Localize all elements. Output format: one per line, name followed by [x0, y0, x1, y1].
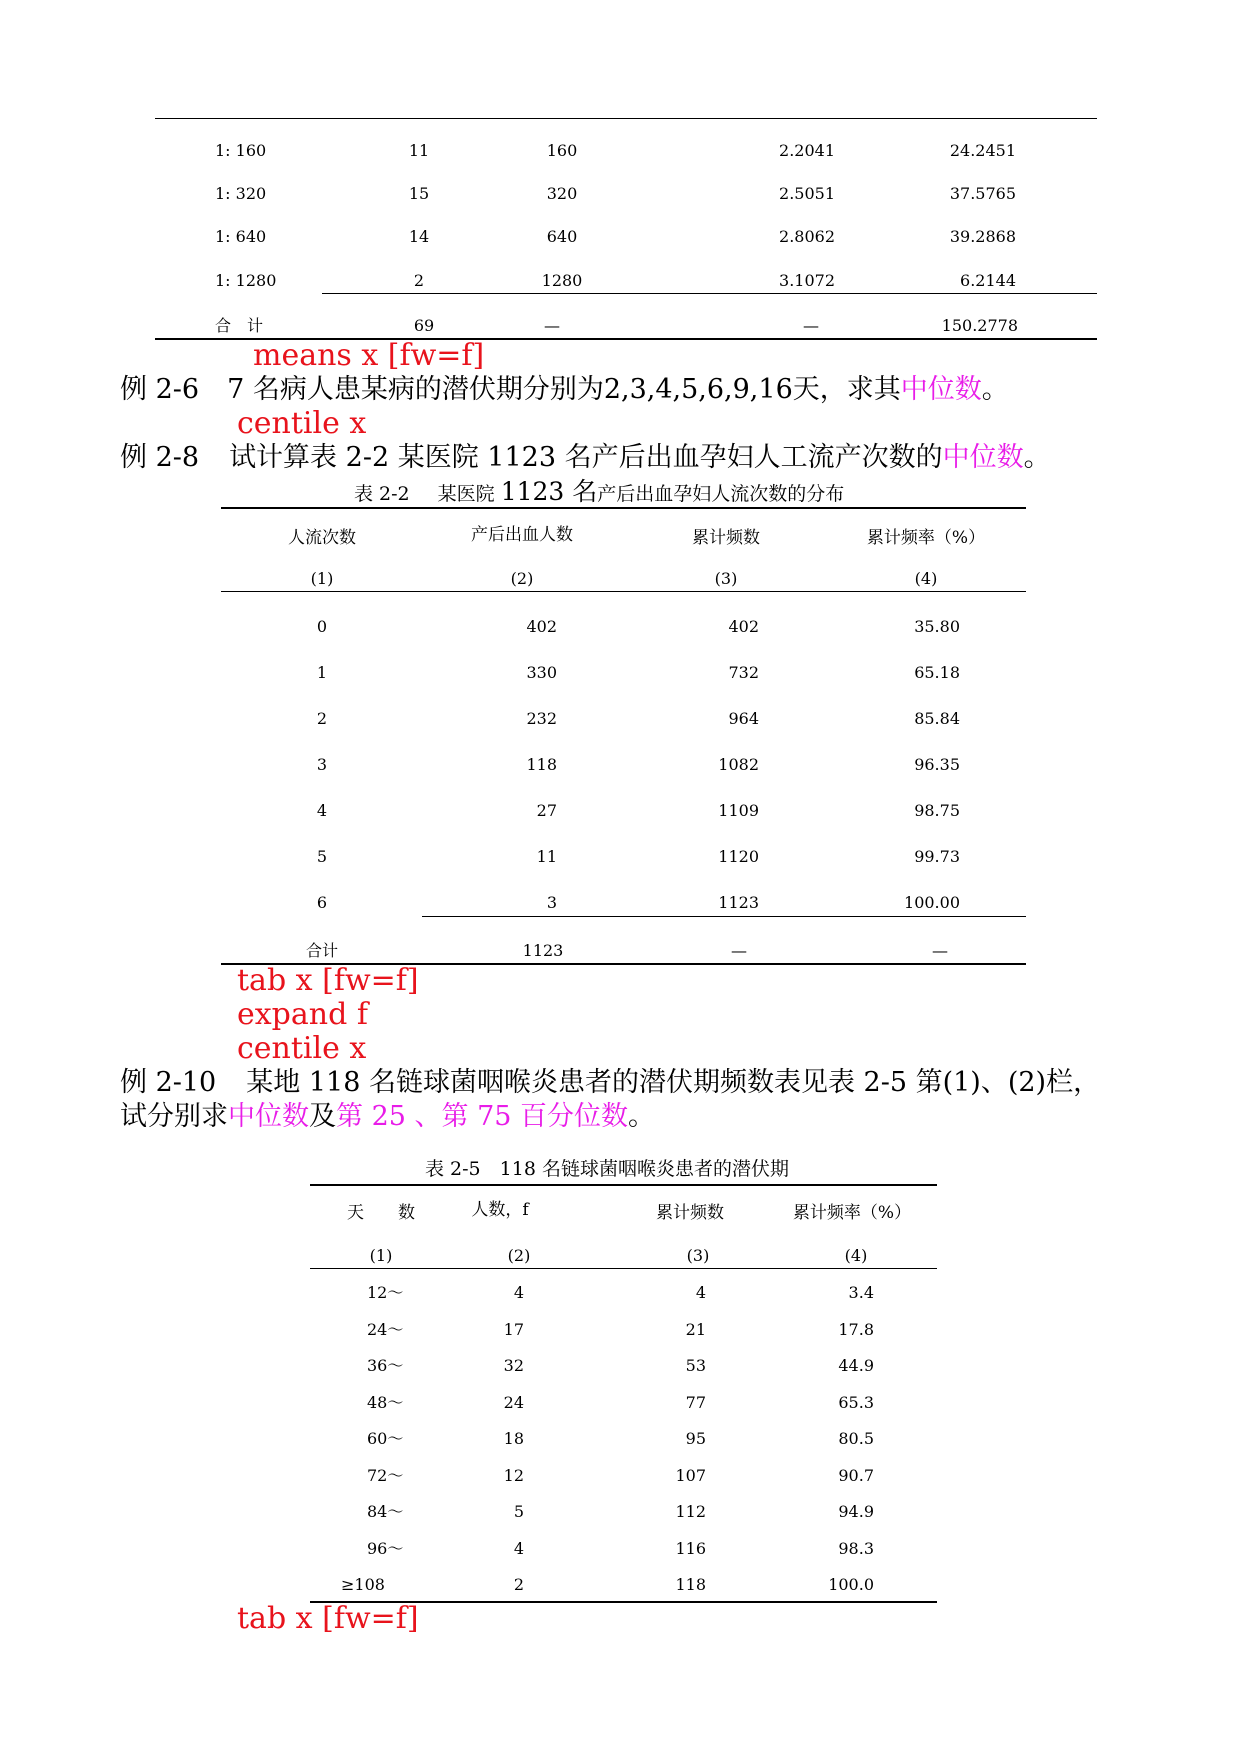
table-2-2-cell: 964 [728, 709, 759, 728]
table-top-value: 160 [546, 141, 578, 160]
table-2-2-cell: 1082 [718, 755, 759, 774]
table-2-5-header-rule [310, 1268, 937, 1269]
table-2-2-cell: 35.80 [914, 617, 960, 636]
example-label: 例 2-8 [120, 442, 200, 473]
table-2-5-cell: 32 [503, 1356, 524, 1375]
table-2-2-cell: 100.00 [904, 893, 960, 912]
table-2-2-cell: 65.18 [914, 663, 960, 682]
table-top-product: 24.2451 [949, 141, 1016, 160]
table-2-2-cell: 402 [728, 617, 759, 636]
table-2-5-cell: 53 [685, 1356, 706, 1375]
table-2-5-cell: 112 [675, 1502, 706, 1521]
table-2-2-cell: 118 [526, 755, 557, 774]
stata-command-expand: expand f [237, 997, 368, 1032]
table-top-freq: 14 [408, 227, 430, 246]
table-2-2-column-number: (1) [310, 569, 334, 588]
table-2-5-cell: 5 [513, 1502, 524, 1521]
table-2-2-cell: 5 [316, 847, 328, 866]
table-2-2-top-rule [221, 507, 1026, 509]
table-2-5-cell: 77 [685, 1392, 706, 1412]
table-2-5-cell: 18 [503, 1429, 524, 1448]
table-2-2-cell: 85.84 [914, 709, 960, 728]
table-2-5-cell: 84～ [367, 1502, 404, 1521]
table-2-5-cell: 17 [503, 1319, 524, 1339]
example-label: 例 2-10 [120, 1067, 217, 1098]
table-2-2-column-number: (4) [914, 569, 938, 588]
table-top-product: 39.2868 [949, 227, 1016, 246]
table-2-5-cell: 80.5 [838, 1429, 874, 1448]
table-2-5-cell: 24～ [367, 1319, 404, 1339]
table-2-5-cell: 2 [513, 1575, 524, 1594]
table-2-5-cell: 116 [675, 1538, 706, 1558]
table-top-total-freq: 69 [413, 316, 435, 335]
table-2-5-column-header: 累计频率（%） [792, 1203, 912, 1223]
example-text: 7 名病人患某病的潜伏期分别为2,3,4,5,6,9,16天，求其 [227, 374, 901, 405]
example-2-8: 例 2-8 试计算表 2-2 某医院 1123 名产后出血孕妇人工流产次数的中位数。 [120, 442, 1051, 473]
table-2-5-cell: 65.3 [838, 1392, 874, 1412]
keyword-median: 中位数 [900, 374, 982, 405]
table-2-5-cell: 17.8 [838, 1319, 874, 1339]
table-2-2-total-value: — [932, 941, 948, 960]
table-2-2-column-header: 累计频数 [692, 528, 760, 548]
table-2-2-cell: 1123 [718, 893, 759, 912]
table-2-2-cell: 3 [546, 893, 557, 912]
example-text: 某地 118 名链球菌咽喉炎患者的潜伏期频数表见表 2-5 第(1)、(2)栏， [246, 1067, 1101, 1098]
table-2-2-cell: 4 [316, 801, 328, 820]
table-top-log: 2.2041 [779, 141, 835, 160]
example-text: 试计算表 2-2 某医院 1123 名产后出血孕妇人工流产次数的 [229, 442, 943, 473]
table-2-5-cell: 12 [503, 1465, 524, 1485]
table-top-freq: 2 [413, 271, 425, 290]
table-2-2-cell: 1120 [718, 847, 759, 866]
table-top-subtotal-rule [322, 293, 1097, 294]
example-2-10-line2: 试分别求中位数及第 25 、第 75 百分位数。 [120, 1101, 656, 1132]
table-2-5-cell: 4 [513, 1538, 524, 1558]
table-2-5-column-number: (4) [844, 1246, 868, 1265]
table-top-rule [155, 118, 1097, 119]
table-2-2-cell: 99.73 [914, 847, 960, 866]
table-top-product: 37.5765 [949, 184, 1016, 203]
table-top-dilution: 1: 1280 [215, 271, 277, 290]
table-2-2-total-value: 1123 [522, 941, 564, 960]
table-2-2-cell: 732 [728, 663, 759, 682]
table-2-5-cell: 36～ [367, 1356, 404, 1375]
table-2-2-column-header: 人流次数 [288, 528, 356, 548]
table-2-2-subtotal-rule [422, 916, 1026, 917]
table-top-freq: 15 [408, 184, 430, 203]
table-top-dilution: 1: 160 [215, 141, 267, 160]
table-2-5-cell: 60～ [367, 1429, 404, 1448]
table-2-2-cell: 3 [316, 755, 328, 774]
stata-command-tab: tab x [fw=f] [237, 963, 419, 998]
stata-command-tab-2: tab x [fw=f] [237, 1601, 419, 1636]
table-2-5-column-number: (2) [507, 1246, 531, 1265]
table-2-5-cell: 95 [685, 1429, 706, 1448]
table-2-5-cell: 98.3 [838, 1538, 874, 1558]
table-2-5-cell: 72～ [367, 1465, 404, 1485]
table-2-5-cell: 44.9 [838, 1356, 874, 1375]
table-2-2-cell: 27 [536, 801, 557, 820]
table-top-total-label: 合 计 [215, 316, 264, 335]
table-2-2-cell: 1109 [718, 801, 759, 820]
table-2-2-header-rule [221, 591, 1026, 592]
stata-command-means: means x [fw=f] [253, 338, 485, 373]
example-2-6: 例 2-6 7 名病人患某病的潜伏期分别为2,3,4,5,6,9,16天，求其中位数。 [120, 374, 1009, 405]
table-2-5-cell: 118 [675, 1575, 706, 1594]
stata-command-centile-2: centile x [237, 1031, 367, 1066]
table-2-2-caption: 表 2-2 某医院 1123 名产后出血孕妇人流次数的分布 [354, 477, 845, 506]
table-top-log: 2.5051 [779, 184, 835, 203]
table-top-dilution: 1: 640 [215, 227, 267, 246]
table-top-total-c3: — [544, 316, 560, 335]
table-2-2-cell: 1 [316, 663, 328, 682]
table-2-5-cell: 21 [685, 1319, 706, 1339]
table-2-2-column-header: 累计频率（%） [866, 528, 986, 548]
table-2-2-column-number: (3) [714, 569, 738, 588]
table-top-total-c5: 150.2778 [941, 316, 1018, 335]
table-top-log: 3.1072 [779, 271, 835, 290]
table-2-5-cell: 24 [503, 1392, 524, 1412]
table-top-freq: 11 [408, 141, 430, 160]
table-top-product: 6.2144 [960, 271, 1016, 290]
table-2-2-cell: 96.35 [914, 755, 960, 774]
keyword-percentile: 第 25 、第 75 百分位数 [336, 1101, 629, 1132]
table-2-2-cell: 330 [526, 663, 557, 682]
table-2-2-cell: 2 [316, 709, 328, 728]
table-2-2-cell: 6 [316, 893, 328, 912]
table-2-5-cell: 96～ [367, 1538, 404, 1558]
table-top-log: 2.8062 [779, 227, 835, 246]
table-2-2-cell: 402 [526, 617, 557, 636]
table-2-5-cell: 90.7 [838, 1465, 874, 1485]
table-2-2-total-value: — [731, 941, 747, 960]
table-2-2-cell: 0 [316, 617, 328, 636]
table-top-value: 320 [546, 184, 578, 203]
table-2-2-cell: 98.75 [914, 801, 960, 820]
table-2-5-cell: 4 [695, 1283, 706, 1302]
table-2-5-cell: 94.9 [838, 1502, 874, 1521]
table-top-value: 640 [546, 227, 578, 246]
table-2-5-cell: 3.4 [848, 1283, 874, 1302]
table-2-5-top-rule [310, 1184, 937, 1186]
table-2-2-cell: 232 [526, 709, 557, 728]
table-2-5-cell: 4 [513, 1283, 524, 1302]
table-2-5-column-number: (3) [686, 1246, 710, 1265]
stata-command-centile: centile x [237, 406, 367, 441]
table-2-5-cell: ≥108 [341, 1575, 385, 1594]
table-2-5-caption: 表 2-5 118 名链球菌咽喉炎患者的潜伏期 [425, 1158, 789, 1180]
table-2-5-cell: 48～ [367, 1392, 404, 1412]
example-label: 例 2-6 [120, 374, 200, 405]
table-top-value: 1280 [541, 271, 583, 290]
table-2-5-cell: 107 [675, 1465, 706, 1485]
table-2-2-column-number: (2) [510, 569, 534, 588]
table-2-5-column-header: 累计频数 [656, 1203, 724, 1223]
keyword-median: 中位数 [228, 1101, 309, 1132]
table-2-2-column-header: 产后出血人数 [471, 525, 573, 545]
table-2-5-column-number: (1) [369, 1246, 393, 1265]
table-top-dilution: 1: 320 [215, 184, 267, 203]
table-2-5-cell: 12～ [367, 1283, 404, 1302]
table-2-5-cell: 100.0 [828, 1575, 874, 1594]
table-2-5-column-header: 人数，f [471, 1200, 529, 1220]
table-2-5-column-header: 天 数 [347, 1203, 415, 1223]
example-2-10-line1 [120, 1066, 1100, 1100]
keyword-median: 中位数 [942, 442, 1024, 473]
table-2-2-total-label: 合计 [305, 941, 339, 960]
table-top-total-c4: — [803, 316, 819, 335]
table-2-2-cell: 11 [536, 847, 557, 866]
